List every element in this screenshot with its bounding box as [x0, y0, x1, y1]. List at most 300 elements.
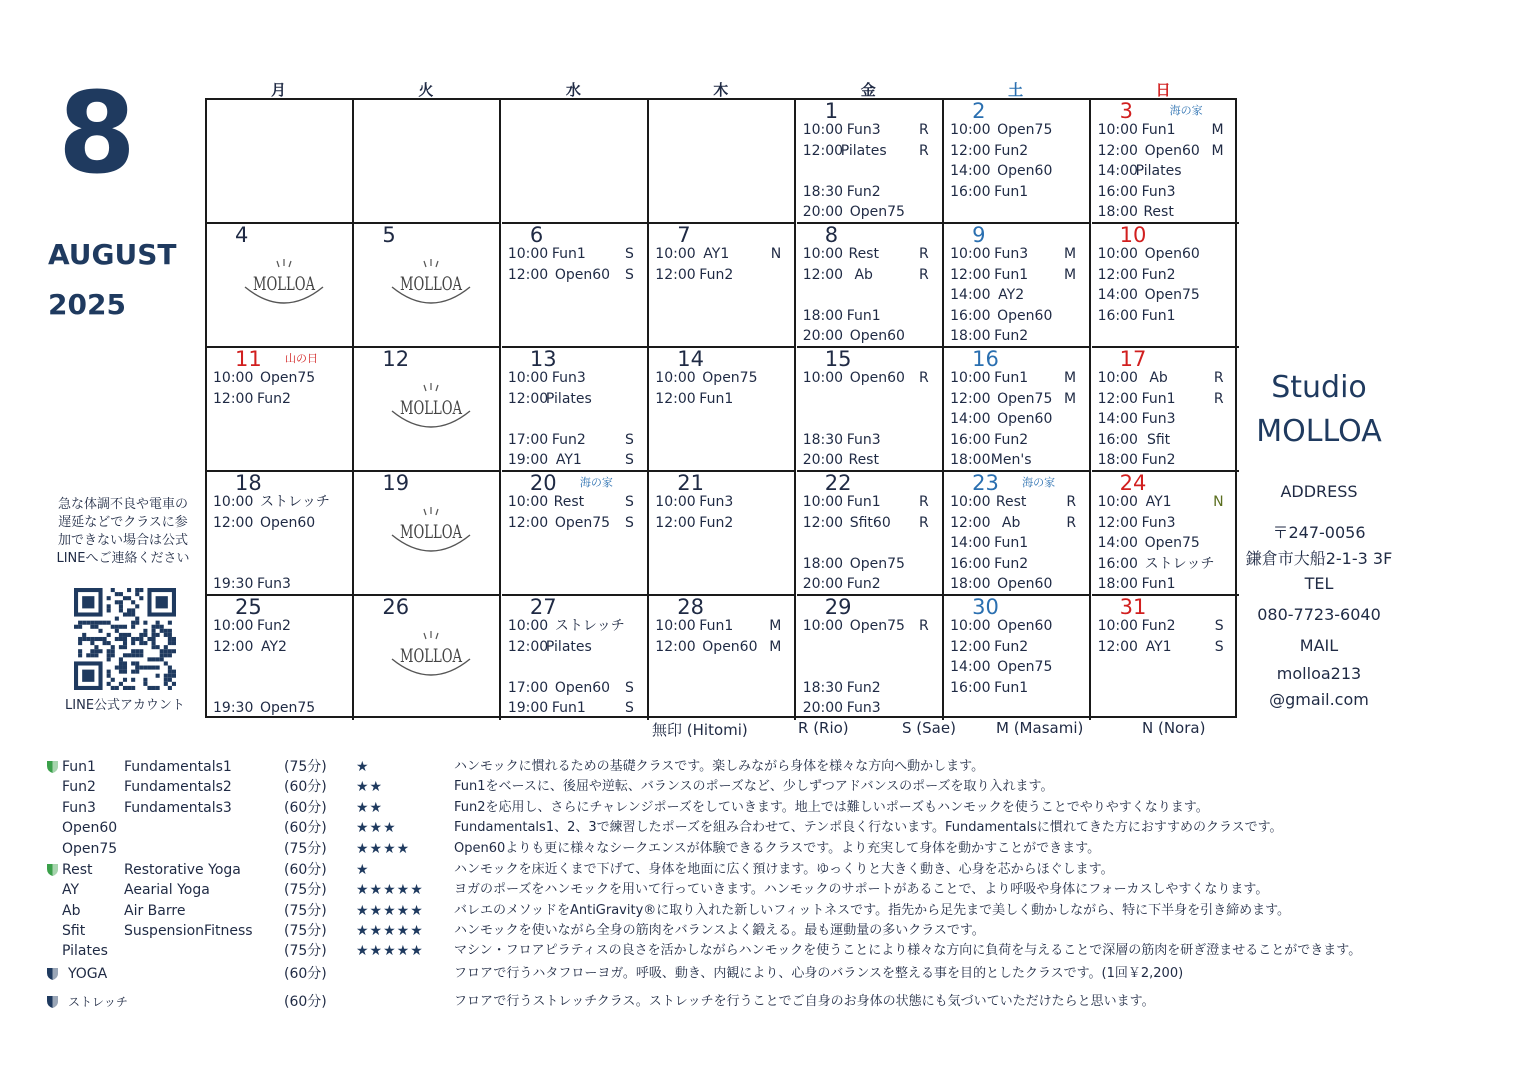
class-entry[interactable]: [213, 389, 347, 409]
class-entry[interactable]: [803, 698, 937, 718]
class-name: Open75: [849, 618, 905, 634]
class-name: Rest: [995, 494, 1027, 510]
day-number: 25: [235, 595, 262, 619]
class-name: Fun1: [994, 535, 1029, 552]
instructor-item: M (Masami): [996, 719, 1084, 737]
mail-user[interactable]: molloa213: [1276, 664, 1362, 683]
class-name: Ab: [1001, 514, 1021, 531]
class-time: 12:00: [507, 390, 549, 407]
legend-code: Fun3: [62, 800, 96, 816]
calendar-day-cell: [502, 472, 649, 596]
class-entry[interactable]: [213, 616, 347, 636]
legend-duration: (75分): [284, 903, 327, 919]
legend-code: Fun1: [62, 759, 96, 775]
class-entry[interactable]: [508, 698, 642, 718]
class-entry[interactable]: [1098, 368, 1232, 388]
calendar-day-cell: [207, 596, 354, 720]
legend-duration: (75分): [284, 882, 327, 898]
class-entry[interactable]: [508, 389, 642, 409]
calendar-day-cell: [1092, 596, 1239, 720]
class-name: Fun1: [994, 370, 1029, 386]
class-entry[interactable]: [1098, 513, 1232, 533]
class-entry[interactable]: [950, 389, 1084, 409]
class-name: Open60: [997, 163, 1053, 180]
class-entry[interactable]: [803, 202, 937, 222]
class-entry[interactable]: [950, 450, 1084, 470]
instructor-code: S: [624, 266, 634, 283]
class-name: Open75: [1144, 535, 1200, 552]
day-number: 9: [972, 223, 986, 247]
class-name: Fun2: [994, 142, 1029, 159]
class-time: 12:00: [1097, 142, 1138, 159]
day-number: 11: [235, 347, 262, 371]
legend-row: [46, 839, 1486, 859]
class-time: 14:00: [1097, 535, 1138, 552]
class-name: Open60: [997, 411, 1053, 428]
legend-duration: (60分): [284, 800, 327, 816]
class-name: Fun1: [846, 307, 881, 324]
class-entry[interactable]: [803, 616, 937, 636]
class-entry[interactable]: [950, 120, 1084, 140]
legend-description: バレエのメソッドをAntiGravity®に取り入れた新しいフィットネスです。指先から足先まで美しく動かしながら、特に下半身を引き締めます。: [454, 903, 1291, 918]
class-name: Fun2: [699, 266, 734, 283]
class-entry[interactable]: [508, 678, 642, 698]
class-name: Fun1: [846, 494, 881, 510]
class-entry[interactable]: [1098, 265, 1232, 285]
class-name: Fun3: [1141, 183, 1176, 200]
instructor-code: N: [1213, 494, 1224, 510]
class-entry[interactable]: [1098, 616, 1232, 636]
instructor-item: R (Rio): [798, 719, 849, 737]
instructor-code: R: [918, 142, 929, 159]
class-entry[interactable]: [803, 430, 937, 450]
class-time: 14:00: [1097, 163, 1138, 180]
calendar-day-cell: [944, 596, 1091, 720]
class-name: Fun2: [846, 576, 881, 593]
day-number: 7: [677, 223, 691, 247]
notice-line: 急な体調不良や電車の: [57, 497, 188, 512]
class-time: 14:00: [950, 535, 991, 552]
class-name: Open75: [849, 204, 905, 221]
class-entry[interactable]: [950, 285, 1084, 305]
class-entry[interactable]: [1098, 554, 1232, 574]
class-entry[interactable]: [213, 574, 347, 594]
class-entry[interactable]: [508, 244, 642, 264]
calendar-day-cell: [797, 224, 944, 348]
class-entry[interactable]: [1098, 182, 1232, 202]
class-time: 18:30: [802, 679, 844, 696]
year: 2025: [48, 288, 126, 321]
legend-row: [46, 941, 1486, 961]
class-name: ストレッチ: [1144, 555, 1215, 572]
class-time: 16:00: [950, 679, 991, 696]
calendar-day-cell: [207, 100, 354, 224]
class-entry[interactable]: [950, 265, 1084, 285]
class-entry[interactable]: [1098, 285, 1232, 305]
class-entry[interactable]: [213, 513, 347, 533]
molloa-logo: [388, 381, 474, 439]
class-time: 10:00: [507, 370, 549, 386]
class-time: 12:00: [655, 514, 696, 531]
class-entry[interactable]: [950, 306, 1084, 326]
class-entry[interactable]: [950, 161, 1084, 181]
class-name: Fun2: [551, 431, 586, 448]
class-name: Fun1: [1141, 122, 1176, 138]
class-entry[interactable]: [950, 141, 1084, 161]
molloa-logo: [388, 257, 474, 315]
class-entry[interactable]: [950, 678, 1084, 698]
instructor-item: N (Nora): [1142, 719, 1206, 737]
class-name: Open60: [849, 328, 905, 345]
class-name: Open75: [260, 370, 316, 386]
calendar-day-cell: [354, 100, 501, 224]
legend-code: Open75: [62, 841, 118, 857]
legend-duration: (60分): [284, 820, 327, 836]
instructor-code: R: [918, 266, 929, 283]
class-entry[interactable]: [213, 698, 347, 718]
class-time: 20:00: [802, 452, 844, 469]
class-time: 18:00: [950, 328, 991, 345]
class-entry[interactable]: [1098, 202, 1232, 222]
studio-name-line2: MOLLOA: [1256, 414, 1382, 449]
class-entry[interactable]: [508, 450, 642, 470]
class-time: 10:00: [1097, 618, 1138, 634]
class-time: 12:00: [655, 638, 696, 655]
legend-description: Open60よりも更に様々なシークエンスが体験できるクラスです。より充実して身体を動かすことができます。: [454, 841, 1101, 856]
class-entry[interactable]: [803, 182, 937, 202]
class-entry[interactable]: [655, 389, 789, 409]
class-time: 12:00: [950, 514, 991, 531]
class-time: 16:00: [950, 431, 991, 448]
instructor-code: R: [1213, 390, 1224, 407]
class-name: Fun3: [257, 576, 291, 593]
day-number: 15: [824, 347, 852, 371]
calendar-day-cell: [1092, 224, 1239, 348]
svg-text:MOLLOA: MOLLOA: [400, 645, 463, 667]
weekday-label: 金: [860, 81, 876, 99]
class-entry[interactable]: [803, 120, 937, 140]
class-entry[interactable]: [655, 616, 789, 636]
class-time: 10:00: [1097, 370, 1138, 386]
class-entry[interactable]: [950, 368, 1084, 388]
class-entry[interactable]: [803, 244, 937, 264]
legend-difficulty: ★★★★★: [356, 923, 424, 939]
legend-duration: (60分): [284, 994, 327, 1010]
class-name: AY1: [703, 246, 730, 262]
calendar-day-cell: [354, 596, 501, 720]
instructor-code: R: [918, 494, 929, 510]
legend-row: [46, 818, 1486, 838]
class-entry[interactable]: [1098, 161, 1232, 181]
class-name: Fun2: [699, 514, 734, 531]
class-time: 10:00: [507, 246, 549, 262]
postal-code: 〒247-0056: [1272, 523, 1366, 542]
class-time: 12:00: [213, 638, 254, 655]
day-note: 海の家: [1169, 104, 1203, 117]
class-entry[interactable]: [1098, 244, 1232, 264]
class-entry[interactable]: [213, 637, 347, 657]
class-entry[interactable]: [950, 182, 1084, 202]
class-time: 16:00: [1097, 431, 1138, 448]
class-entry[interactable]: [508, 430, 642, 450]
class-time: 14:00: [950, 287, 991, 304]
class-name: Fun2: [257, 618, 291, 634]
day-number: 8: [824, 223, 839, 247]
legend-code: YOGA: [68, 966, 108, 982]
class-time: 18:00: [802, 307, 844, 324]
class-entry[interactable]: [1098, 389, 1232, 409]
class-name: Fun1: [994, 183, 1029, 200]
legend-description: Fundamentals1、2、3で練習したポーズを組み合わせて、テンポ良く行ないます。Fundamentalsに慣れてきた方におすすめのクラスです。: [454, 820, 1283, 835]
day-number: 13: [529, 347, 557, 371]
legend-difficulty: ★★★★★: [356, 943, 424, 959]
address: 鎌倉市大船2-1-3 3F: [1245, 549, 1393, 568]
legend-description: フロアで行うハタフローヨガ。呼吸、動き、内観により、心身のバランスを整える事を目的としたクラスです。(1回￥2,200): [454, 966, 1184, 981]
instructor-code: S: [624, 452, 634, 469]
line-qr-code[interactable]: [74, 588, 176, 690]
legend-difficulty: ★★★★★: [356, 882, 424, 898]
class-name: Open75: [702, 370, 758, 386]
class-entry[interactable]: [1098, 430, 1232, 450]
class-time: 18:00: [950, 452, 991, 469]
calendar-day-cell: [502, 348, 649, 472]
class-entry[interactable]: [950, 244, 1084, 264]
class-name: AY2: [261, 638, 287, 655]
instructor-item: 無印 (Hitomi): [652, 721, 748, 739]
class-entry[interactable]: [1098, 141, 1232, 161]
calendar-day-cell: [797, 100, 944, 224]
class-entry[interactable]: [1098, 450, 1232, 470]
class-time: 10:00: [1097, 122, 1138, 138]
instructor-item: S (Sae): [902, 719, 956, 737]
legend-full-name: SuspensionFitness: [124, 923, 253, 939]
legend-row: [46, 901, 1486, 921]
class-name: Open75: [1144, 287, 1200, 304]
class-name: Rest: [848, 452, 879, 469]
legend-code: Fun2: [62, 779, 96, 795]
class-time: 10:00: [213, 370, 254, 386]
legend-row: [46, 921, 1486, 941]
notice-line: 加できない場合は公式: [57, 533, 188, 548]
class-entry[interactable]: [950, 657, 1084, 677]
class-time: 18:30: [802, 183, 844, 200]
class-time: 16:00: [1097, 183, 1138, 200]
instructor-code: S: [624, 700, 634, 717]
class-entry[interactable]: [655, 492, 789, 512]
legend-row: [46, 860, 1486, 880]
legend-description: Fun1をベースに、後屈や逆転、バランスのポーズなど、少しずつアドバンスのポーズを取り入れます。: [454, 779, 1054, 794]
class-entry[interactable]: [803, 554, 937, 574]
instructor-code: S: [624, 494, 634, 510]
class-time: 10:00: [950, 618, 991, 634]
class-time: 12:00: [213, 514, 254, 531]
month-name: AUGUST: [48, 238, 177, 271]
class-name: ストレッチ: [260, 494, 330, 510]
class-entry[interactable]: [803, 306, 937, 326]
day-number: 5: [382, 223, 396, 247]
calendar-day-cell: [649, 348, 796, 472]
class-time: 12:00: [950, 142, 991, 159]
weekday-header: [205, 79, 1237, 99]
class-entry[interactable]: [655, 513, 789, 533]
class-name: Fun2: [994, 555, 1029, 572]
class-entry[interactable]: [508, 513, 642, 533]
class-entry[interactable]: [950, 574, 1084, 594]
class-name: Rest: [1143, 204, 1174, 221]
class-time: 12:00: [1097, 638, 1138, 655]
legend-description: ハンモックに慣れるための基礎クラスです。楽しみながら身体を様々な方向へ動かします。: [454, 759, 985, 774]
legend-duration: (60分): [284, 862, 327, 878]
class-entry[interactable]: [1098, 492, 1232, 512]
legend-full-name: Aearial Yoga: [124, 882, 210, 898]
class-entry[interactable]: [508, 368, 642, 388]
class-time: 16:00: [1097, 555, 1138, 572]
class-time: 10:00: [213, 618, 254, 634]
class-time: 10:00: [1097, 246, 1138, 262]
mail-domain[interactable]: @gmail.com: [1269, 690, 1369, 709]
class-entry[interactable]: [1098, 306, 1232, 326]
day-note: 海の家: [579, 476, 613, 489]
class-entry[interactable]: [950, 616, 1084, 636]
class-name: Open60: [997, 618, 1053, 634]
class-entry[interactable]: [1098, 533, 1232, 553]
class-entry[interactable]: [1098, 637, 1232, 657]
legend-code: Ab: [62, 903, 81, 919]
calendar-day-cell: [944, 224, 1091, 348]
class-time: 17:00: [507, 431, 549, 448]
class-name: Fun1: [1141, 576, 1176, 593]
class-entry[interactable]: [1098, 574, 1232, 594]
line-notice: [42, 496, 204, 568]
class-entry[interactable]: [655, 637, 789, 657]
class-entry[interactable]: [950, 492, 1084, 512]
instructor-legend: [0, 719, 1522, 739]
legend-code: Sfit: [62, 923, 86, 939]
class-entry[interactable]: [213, 492, 347, 512]
class-entry[interactable]: [950, 554, 1084, 574]
class-entry[interactable]: [803, 265, 937, 285]
class-time: 16:00: [950, 555, 991, 572]
class-entry[interactable]: [950, 326, 1084, 346]
class-name: Fun2: [1141, 452, 1176, 469]
instructor-code: M: [1211, 142, 1224, 159]
class-entry[interactable]: [508, 492, 642, 512]
class-time: 16:00: [950, 183, 991, 200]
class-time: 19:00: [507, 700, 549, 717]
class-time: 14:00: [950, 163, 991, 180]
studio-name-line1: Studio: [1271, 370, 1367, 405]
class-entry[interactable]: [950, 533, 1084, 553]
class-name: Fun1: [699, 618, 734, 634]
qr-label: LINE公式アカウント: [65, 698, 185, 713]
day-note: 山の日: [285, 352, 318, 365]
legend-difficulty: ★: [356, 759, 370, 775]
legend-row: [46, 777, 1486, 797]
class-entry[interactable]: [803, 678, 937, 698]
legend-full-name: Air Barre: [124, 903, 186, 919]
class-entry[interactable]: [803, 368, 937, 388]
class-time: 18:00: [1097, 452, 1138, 469]
legend-description: マシン・フロアピラティスの良さを活かしながらハンモックを使うことにより様々な方向に負荷を与えることで深層の筋肉を研ぎ澄ませることができます。: [454, 943, 1362, 958]
legend-duration: (75分): [284, 759, 327, 775]
class-entry[interactable]: [950, 513, 1084, 533]
class-entry[interactable]: [803, 574, 937, 594]
class-time: 12:00: [507, 266, 549, 283]
class-entry[interactable]: [803, 513, 937, 533]
class-entry[interactable]: [508, 616, 642, 636]
legend-full-name: Fundamentals1: [124, 759, 232, 775]
class-entry[interactable]: [950, 430, 1084, 450]
calendar-day-cell: [797, 348, 944, 472]
class-time: 17:00: [507, 679, 549, 696]
class-name: Fun2: [994, 328, 1029, 345]
class-time: 18:30: [802, 431, 844, 448]
class-time: 12:00: [802, 266, 844, 283]
class-name: Sfit60: [849, 514, 891, 531]
class-entry[interactable]: [803, 492, 937, 512]
notice-line: 遅延などでクラスに参: [58, 515, 188, 530]
class-entry[interactable]: [1098, 120, 1232, 140]
legend-difficulty: ★: [356, 862, 370, 878]
notice-line: LINEへご連絡ください: [56, 551, 190, 566]
calendar-day-cell: [944, 348, 1091, 472]
class-entry[interactable]: [655, 368, 789, 388]
class-entry[interactable]: [213, 368, 347, 388]
class-entry[interactable]: [803, 326, 937, 346]
class-time: 10:00: [507, 494, 549, 510]
weekday-label: 火: [418, 81, 434, 99]
class-time: 16:00: [1097, 307, 1138, 324]
class-entry[interactable]: [655, 244, 789, 264]
class-name: Fun2: [1141, 266, 1176, 283]
day-number: 24: [1119, 471, 1147, 495]
class-entry[interactable]: [803, 141, 937, 161]
class-time: 20:00: [802, 328, 844, 345]
class-name: Open60: [260, 514, 316, 531]
class-name: Rest: [553, 494, 585, 510]
instructor-code: S: [624, 246, 634, 262]
class-name: Open75: [849, 555, 905, 572]
class-entry[interactable]: [950, 637, 1084, 657]
tel-number[interactable]: 080-7723-6040: [1257, 605, 1381, 624]
class-entry[interactable]: [508, 265, 642, 285]
legend-difficulty: ★★★★★: [356, 903, 424, 919]
class-entry[interactable]: [803, 450, 937, 470]
class-time: 12:00: [1097, 266, 1138, 283]
class-entry[interactable]: [1098, 409, 1232, 429]
class-time: 12:00: [950, 266, 991, 283]
class-entry[interactable]: [508, 637, 642, 657]
class-time: 10:00: [213, 494, 254, 510]
legend-code: Rest: [62, 862, 93, 878]
day-number: 4: [235, 223, 249, 247]
class-entry[interactable]: [655, 265, 789, 285]
class-time: 12:00: [655, 266, 696, 283]
class-name: Fun2: [257, 390, 291, 407]
legend-difficulty: ★★: [356, 800, 384, 816]
class-time: 19:00: [507, 452, 549, 469]
instructor-code: S: [1214, 618, 1224, 634]
class-name: AY1: [1145, 638, 1172, 655]
day-number: 14: [677, 347, 705, 371]
class-time: 10:00: [802, 618, 844, 634]
legend-code: Pilates: [62, 943, 108, 959]
instructor-code: S: [624, 514, 634, 531]
class-name: AY1: [555, 452, 582, 469]
class-name: Fun3: [846, 122, 881, 138]
class-time: 12:00: [507, 514, 549, 531]
class-entry[interactable]: [950, 409, 1084, 429]
